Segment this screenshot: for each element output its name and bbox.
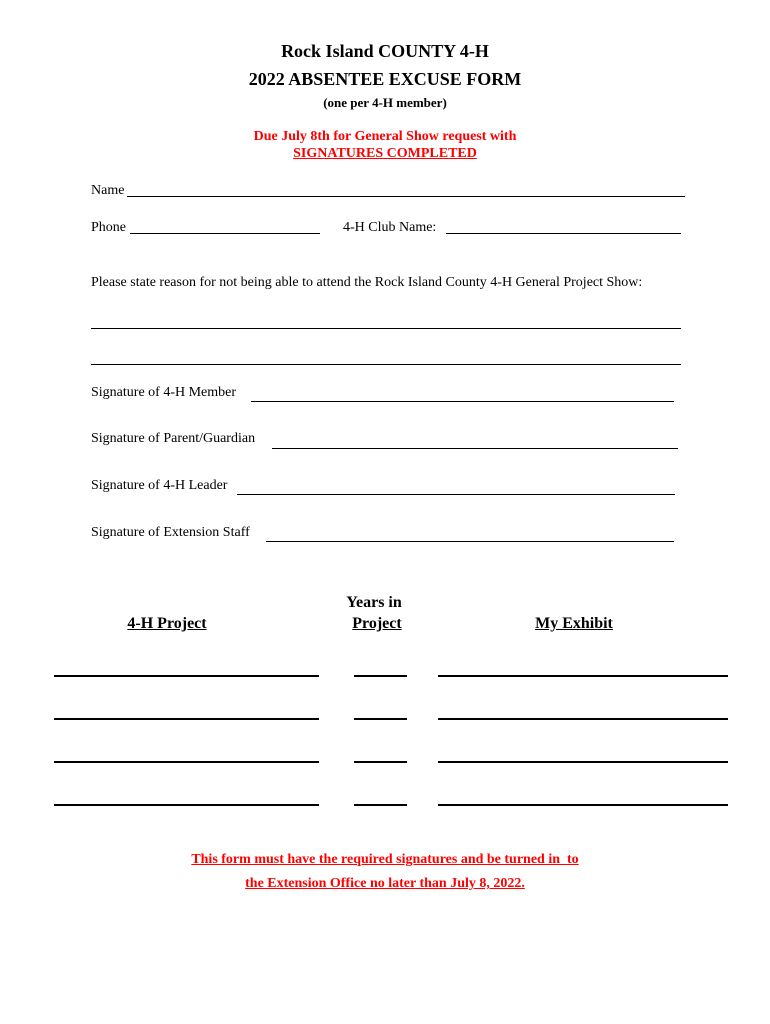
footer-notice-line1: This form must have the required signatures and be turned in to [191, 852, 579, 867]
years-line-2[interactable] [354, 718, 407, 720]
exhibit-line-3[interactable] [438, 761, 728, 763]
project-line-3[interactable] [54, 761, 319, 763]
member-signature-line[interactable] [251, 401, 674, 402]
staff-signature-label: Signature of Extension Staff [91, 525, 250, 540]
years-line-4[interactable] [354, 804, 407, 806]
staff-signature-line[interactable] [266, 541, 674, 542]
parent-signature-line[interactable] [272, 448, 678, 449]
parent-signature-label: Signature of Parent/Guardian [91, 431, 256, 446]
club-name-field-line[interactable] [446, 233, 681, 234]
reason-line-2[interactable] [91, 364, 681, 365]
due-notice-line1: Due July 8th for General Show request with [253, 129, 517, 144]
exhibit-line-4[interactable] [438, 804, 728, 806]
club-name-label: 4-H Club Name: [343, 220, 437, 235]
project-line-2[interactable] [54, 718, 319, 720]
form-subtitle: (one per 4-H member) [323, 95, 447, 110]
member-signature-label: Signature of 4-H Member [91, 385, 237, 400]
form-title-line1: Rock Island COUNTY 4-H [281, 41, 489, 61]
due-notice-line2: SIGNATURES COMPLETED [293, 146, 477, 161]
reason-line-1[interactable] [91, 328, 681, 329]
exhibit-line-1[interactable] [438, 675, 728, 677]
years-column-header-line1: Years in [346, 594, 402, 611]
phone-label: Phone [91, 220, 126, 235]
years-column-header-line2: Project [352, 615, 402, 632]
form-title-line2: 2022 ABSENTEE EXCUSE FORM [248, 69, 522, 89]
name-field-line[interactable] [127, 196, 685, 197]
project-column-header: 4-H Project [127, 615, 207, 632]
project-line-1[interactable] [54, 675, 319, 677]
exhibit-line-2[interactable] [438, 718, 728, 720]
leader-signature-label: Signature of 4-H Leader [91, 478, 228, 493]
footer-notice-line2: the Extension Office no later than July 8, 2022. [245, 876, 525, 891]
years-line-1[interactable] [354, 675, 407, 677]
phone-field-line[interactable] [130, 233, 320, 234]
years-line-3[interactable] [354, 761, 407, 763]
name-label: Name [91, 183, 125, 198]
reason-prompt: Please state reason for not being able to attend the Rock Island County 4-H General Project Show: [91, 275, 643, 290]
leader-signature-line[interactable] [237, 494, 675, 495]
project-line-4[interactable] [54, 804, 319, 806]
exhibit-column-header: My Exhibit [535, 615, 613, 632]
